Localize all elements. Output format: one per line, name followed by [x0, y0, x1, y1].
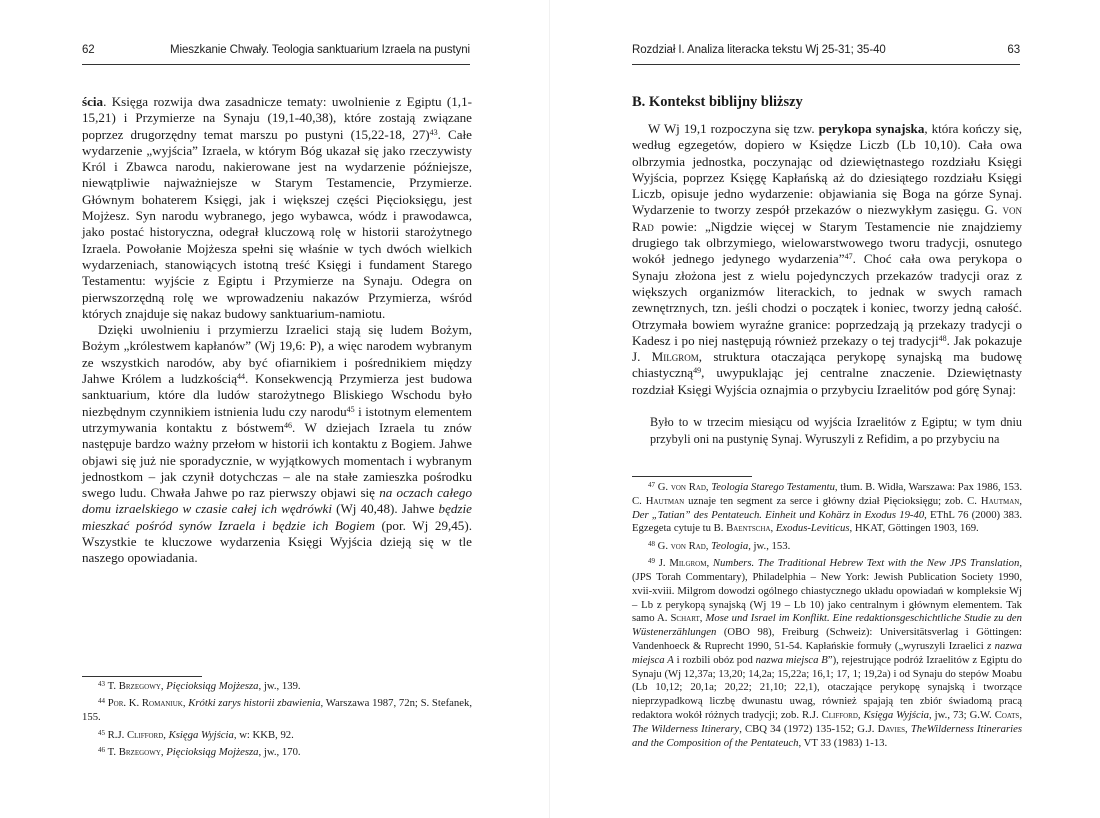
- footnote-title: TheWilderness Itineraries and the Composition of the Pentateuch: [632, 722, 1022, 749]
- footnote-44: [82, 697, 472, 725]
- footnote-number: 48: [648, 539, 655, 548]
- author-name: Coats: [994, 708, 1020, 721]
- footnote-rest: , w: KKB, 92.: [233, 728, 294, 741]
- left-page-number: 62: [82, 44, 95, 56]
- text-run: , (JPS Torah Commentary), Philadelphia – New York: Jewish Publication Society 1990, xvii-xviii. Milgrom dowodzi ogólnego chiastycznego układu opowiadań w kompleksie Wj – Lb z perykopą synajską (Wj 19 – Lb 10) jako centralnym i głównym elementem. Tak samo A.: [632, 557, 1022, 625]
- section-heading: B. Kontekst biblijny bliższy: [632, 94, 803, 110]
- footnote-title: Teologia Starego Testamentu: [711, 481, 835, 493]
- block-quote-text: Było to w trzecim miesiącu od wyjścia Izraelitów z Egiptu; w tym dniu przybyli oni na pustynię Synaj. Wyruszyli z Refidim, a po przybyciu na: [650, 415, 1022, 446]
- footnote-rest: , jw., 139.: [258, 680, 301, 692]
- text-run: , HKAT, Göttingen 1903, 169.: [849, 522, 979, 535]
- text-run: , jw., 73; G.W.: [929, 708, 995, 721]
- footnote-author: G. von Rad,: [657, 481, 712, 493]
- text-run: i istotnym elementem utrzymywania kontaktu z bóstwem: [82, 403, 472, 435]
- bold-term: perykopa synajska: [818, 121, 925, 136]
- text-run: (OBO 98), Freiburg (Schweiz): Universitätsverlag i Göttingen: Vandenhoeck & Ruprecht 1990, 51-54. Kapłańskie formuły („wyruszyli Izraelici: [632, 626, 1022, 652]
- text-run: , uwypuklając jej centralne znaczenie. Dziewiętnasty rozdział Księgi Wyjścia oznajmia o przybyciu Izraelitów pod górę Synaj:: [632, 365, 1022, 397]
- footnote-45: [82, 729, 472, 743]
- text-run: W Wj 19,1 rozpoczyna się tzw.: [648, 121, 819, 136]
- footnote-author: G. von Rad,: [657, 539, 712, 552]
- left-running-title: Mieszkanie Chwały. Teologia sanktuarium Izraela na pustyni: [170, 44, 470, 56]
- left-paragraph-1: [82, 94, 472, 322]
- author-name: Schart: [670, 612, 700, 625]
- left-footnote-rule: [82, 676, 202, 677]
- left-header-rule: [82, 64, 470, 65]
- text-run: ,: [905, 722, 911, 735]
- footnote-author: R.J. Clifford,: [107, 728, 169, 741]
- footnote-author: T. Brzegowy,: [107, 745, 167, 758]
- footnote-author: J. Milgrom,: [658, 557, 713, 570]
- footnote-ref: 48: [938, 333, 947, 343]
- author-name: Hautman: [645, 494, 685, 507]
- footnote-title: Der „Tatian” des Pentateuch. Einheit und Kohärz in Exodus 19-40: [632, 508, 925, 521]
- footnote-author: Por. K. Romaniuk,: [107, 697, 189, 710]
- left-footnotes: [82, 680, 472, 763]
- text-run: ,: [1019, 494, 1022, 507]
- paragraph-lead-word: ścia: [82, 94, 104, 109]
- text-run: , VT 33 (1983) 1-13.: [798, 736, 888, 749]
- text-run: (por. Wj 29,45). Wszystkie te kluczowe wydarzenia Księgi Wyjścia dzieją się w tle naszego opowiadania.: [82, 517, 472, 566]
- text-run: powie: „Nigdzie więcej w Starym Testamencie nie znajdziemy drugiego tak olbrzymiego, wielowarstwowego tworu tradycji, osnutego wokół jednego jedynego wydarzenia”: [632, 218, 1022, 267]
- footnote-number: 44: [98, 697, 105, 706]
- text-run: ,: [770, 522, 776, 535]
- footnote-rest: , Warszawa 1987, 72n; S. Stefanek, 155.: [82, 697, 472, 724]
- footnote-title: z nazwa miejsca A: [632, 639, 1022, 666]
- right-footnotes: [632, 481, 1022, 754]
- footnote-ref: 44: [237, 372, 246, 382]
- footnote-ref: 49: [693, 366, 702, 376]
- author-name: von Rad: [632, 202, 1022, 234]
- text-run: , tłum. B. Widła, Warszawa: Pax 1986, 153. C.: [632, 481, 1023, 507]
- footnote-author: T. Brzegowy,: [107, 680, 167, 692]
- text-run: , CBQ 34 (1972) 135-152; G.J.: [739, 722, 878, 735]
- footnote-title: Teologia: [711, 539, 749, 552]
- italic-quote: na oczach całego domu izraelskiego w czasie całej ich wędrówki: [82, 485, 473, 517]
- text-run: i rozbili obóz pod: [673, 653, 756, 666]
- footnote-title: Mose und Israel im Konflikt. Eine redaktionsgeschichtliche Studie zu den Wüstenerzählungen: [632, 612, 1023, 639]
- right-page-number: 63: [1007, 44, 1020, 56]
- author-name: Hautman: [980, 494, 1020, 507]
- footnote-46: [82, 746, 472, 760]
- text-run: . Jak pokazuje J.: [632, 332, 1022, 365]
- footnote-title: Księga Wyjścia: [168, 728, 234, 741]
- text-run: . Choć cała owa perykopa o Synaju złożona jest z wielu pojedynczych przekazów tradycji oraz z większych organizmów literackich, to jednak w swych ramach zewnętrznych, tzn. jeśli chodzi o początek i koniec, tworzy jedną całość. Otrzymała bowiem wyraźne granice: poprzedzają ją przekazy tradycji o Kadesz i po niej następują również przekazy o tej tradycji: [632, 251, 1022, 348]
- footnote-ref: 47: [844, 252, 853, 262]
- footnote-ref: 45: [346, 404, 355, 414]
- footnote-title: Exodus-Leviticus: [775, 522, 850, 535]
- author-name: Milgrom: [651, 349, 699, 365]
- right-body-text: [632, 121, 1022, 398]
- footnote-48: [632, 540, 1022, 554]
- author-name: Clifford: [821, 708, 858, 721]
- text-run: . Księga rozwija dwa zasadnicze tematy: uwolnienie z Egiptu (1,1-15,21) i Przymierze na Synaju (19,1-40,38), które zostają związane poprzez drugorzędny temat marszu po pustyni (15,22-18, 27): [82, 94, 472, 142]
- footnote-number: 46: [98, 745, 105, 754]
- text-run: , jw., 153.: [748, 539, 791, 552]
- right-paragraph-1: [632, 121, 1022, 398]
- footnote-49: [632, 557, 1022, 750]
- text-run: ,: [699, 612, 706, 625]
- footnote-title: Księga Wyjścia: [863, 708, 930, 721]
- left-running-head: [82, 44, 470, 64]
- text-run: Dzięki uwolnieniu i przymierzu Izraelici stają się ludem Bożym, Bożym „królestwem kapłanów” (Wj 19,6: P), a więc narodem wybranym ze wszystkich narodów, aby być ofiarnikiem i pośrednikiem między Jahwe Królem a ludzkością: [82, 322, 472, 387]
- footnote-ref: 46: [284, 420, 293, 430]
- text-run: ,: [857, 708, 864, 721]
- text-run: (Wj 40,48). Jahwe: [332, 501, 439, 517]
- left-body-text: [82, 94, 472, 567]
- author-name: Baentscha: [726, 522, 771, 535]
- text-run: . Konsekwencją Przymierza jest budowa sanktuarium, które dla ludów starożytnego Bliskiego Wschodu było niezbędnym czynnikiem istnienia ludu czy narodu: [82, 371, 472, 419]
- right-footnote-rule: [632, 476, 752, 477]
- footnote-number: 43: [98, 680, 105, 688]
- footnote-number: 49: [648, 557, 655, 566]
- footnote-43: [82, 680, 472, 694]
- text-run: . W dziejach Izraela tu znów następuje bardzo ważny przełom w historii ich kontaktu z Bogiem. Jahwe objawi się już nie sporadycznie, w wyjątkowych momentach i wybranym jednostkom – jak czynił dotychczas – ale na stałe zamieszka pośrodku swego ludu. Chwała Jahwe po raz pierwszy objawi się: [82, 419, 472, 501]
- footnote-title: The Wilderness Itinerary: [632, 722, 740, 735]
- footnote-number: 45: [98, 728, 105, 737]
- text-run: . Całe wydarzenie „wyjścia” Izraela, w którym Bóg ukazał się jako rzeczywisty Król i Zbawca narodu, nakierowane jest na wydarzenie późniejsze, niewątpliwie najważniejsze w Starym Testamencie, Przymierze. Głównym bohaterem Księgi, jak i większej części Pięcioksięgu, jest Mojżesz. Syn narodu wybranego, jego wybawca, wódz i prawodawca, jako postać historyczna, odegrał kluczową rolę w historii starożytnego Izraela. Powołanie Mojżesza spełni się właśnie w tych dwóch wielkich wydarzeniach, stanowiących istotną treść Księgi i fundament Starego Testamentu: wyjście z Egiptu i Przymierze na Synaju. Odegra on pierwszorzędną rolę we wprowadzeniu nakazów Przymierza, wśród których znajduje się nakaz budowy sanktuarium-namiotu.: [82, 126, 472, 321]
- italic-quote: będzie mieszkać pośród synów Izraela i będzie ich Bogiem: [82, 501, 472, 533]
- footnote-rest: , jw., 170.: [258, 745, 301, 758]
- left-paragraph-2: [82, 322, 472, 566]
- right-running-title: Rozdział I. Analiza literacka tekstu Wj 25-31; 35-40: [632, 44, 886, 56]
- right-page: [550, 0, 1100, 818]
- footnote-title: Pięcioksiąg Mojżesza: [166, 680, 259, 692]
- right-header-rule: [632, 64, 1020, 65]
- footnote-47: [632, 481, 1022, 536]
- author-name: Davies: [877, 722, 906, 735]
- footnote-ref: 43: [429, 127, 438, 137]
- text-run: , struktura otaczająca perykopę synajską ma budowę chiastyczną: [632, 349, 1022, 381]
- footnote-title: Krótki zarys historii zbawienia: [188, 697, 321, 710]
- block-quote: [650, 414, 1022, 447]
- footnote-title: Pięcioksiąg Mojżesza: [166, 745, 259, 758]
- text-run: , EThL 76 (2000) 383. Egzegeta cytuje tu B.: [632, 508, 1022, 535]
- text-run: , która kończy się, według egzegetów, dopiero w Księdze Liczb (Lb 10,10). Cała owa olbrzymia jednostka, poczynając od dziewiętnastego rozdziału Księgi Wyjścia, poprzez Księgę Kapłańską aż do dziesiątego rozdziału Księgi Liczb, opisuje jedno wydarzenie: objawiania się Boga na górze Synaj. Wydarzenie to tworzy zespół przekazów o niezwykłym zasięgu. G.: [632, 121, 1022, 218]
- text-run: ”), rejestrujące podróż Izraelitów z Egiptu do Synaju (Wj 12,37a; 13,20; 14,2a; 15,22a; 16,1; 17, 1; 19,2a) i od Synaju do stepów Moabu (Lb 10,12; 20,1a; 20,22; 21,10; 22,1), otaczające perykopę synajską i tworzące nieprzypadkową liczbę dwunastu uwag, również spajają ten zbiór świadomą pracą redaktora wokół różnych tradycji; zob. R.J.: [632, 653, 1022, 721]
- right-running-head: [632, 44, 1020, 64]
- footnote-title: Numbers. The Traditional Hebrew Text with the New JPS Translation: [712, 557, 1020, 570]
- text-run: uznaje ten segment za serce i główny dział Pięcioksięgu; zob. C.: [684, 494, 981, 507]
- footnote-title: nazwa miejsca B: [755, 653, 828, 666]
- text-run: ,: [1019, 708, 1022, 721]
- footnote-number: 47: [648, 481, 655, 489]
